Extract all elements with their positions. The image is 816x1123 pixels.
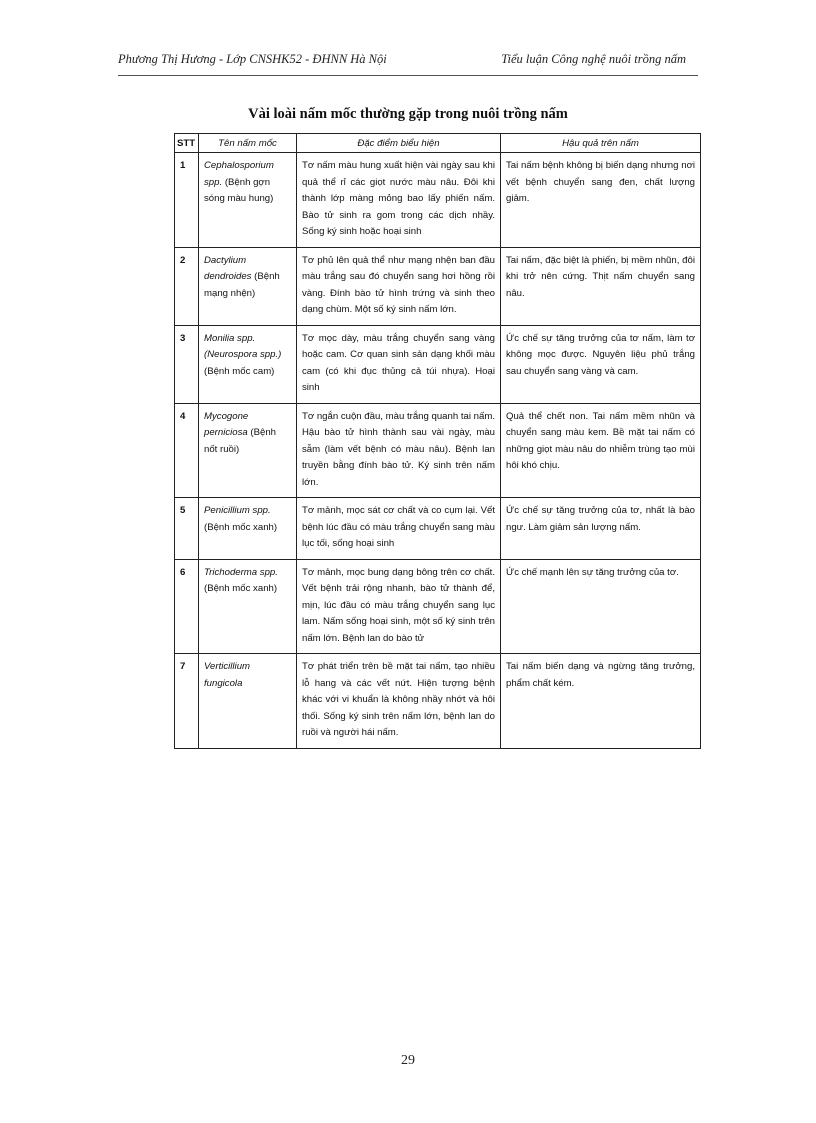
scientific-name: Verticillium fungicola — [204, 661, 251, 689]
scientific-name: Mycogone perniciosa — [204, 410, 249, 438]
common-name: (Bệnh gợn sóng màu hung) — [204, 176, 274, 204]
row-name — [199, 559, 297, 654]
table-header-row — [175, 134, 701, 153]
row-effects: Tai nấm bệnh không bị biến dạng nhưng nơi vết bệnh chuyển sang đen, chất lượng giảm. — [501, 153, 701, 248]
common-name: (Bệnh mốc cam) — [204, 365, 275, 377]
row-name — [199, 654, 297, 749]
row-effects: Quả thể chết non. Tai nấm mềm nhũn và chuyển sang màu kem. Bề mặt tai nấm có những giọt màu nâu do nhiễm trùng tạo mùi hôi khó chịu. — [501, 403, 701, 498]
page-number: 29 — [401, 1053, 415, 1068]
scientific-name: Dactylium dendroides — [204, 254, 252, 282]
row-features: Tơ mảnh, mọc sát cơ chất và co cụm lại. Vết bệnh lúc đầu có màu trắng chuyển sang màu lục tối, sống hoại sinh — [297, 498, 501, 560]
page-header — [118, 50, 698, 76]
common-name: (Bệnh mốc xanh) — [204, 583, 278, 594]
header-title: Tiểu luận Công nghệ nuôi trồng nấm — [501, 52, 686, 66]
table-row — [175, 153, 701, 248]
row-name — [199, 403, 297, 498]
row-name — [199, 153, 297, 248]
common-name: (Bệnh mạng nhện) — [204, 271, 280, 299]
scientific-name: Penicillium spp. — [204, 505, 271, 516]
row-stt: 2 — [175, 247, 199, 325]
table-row — [175, 247, 701, 325]
common-name: (Bệnh mốc xanh) — [204, 521, 278, 533]
scientific-name: Cephalosporium spp. — [204, 160, 274, 188]
row-name — [199, 325, 297, 403]
row-stt: 3 — [175, 325, 199, 403]
row-effects: Ức chế sự tăng trưởng của tơ nấm, làm tơ không mọc được. Nguyên liệu phủ trắng sau chuyển sang vàng và cam. — [501, 325, 701, 403]
row-stt: 7 — [175, 654, 199, 749]
row-stt: 5 — [175, 498, 199, 560]
table-row — [175, 654, 701, 749]
row-effects: Tai nấm, đặc biệt là phiến, bị mềm nhũn, đôi khi trở nên cứng. Thịt nấm chuyển sang nâu. — [501, 247, 701, 325]
mold-table — [174, 133, 701, 749]
row-name — [199, 247, 297, 325]
row-stt: 4 — [175, 403, 199, 498]
table-row — [175, 498, 701, 560]
row-stt: 1 — [175, 153, 199, 248]
column-header-effects: Hậu quả trên nấm — [501, 134, 701, 153]
row-features: Tơ ngắn cuộn đầu, màu trắng quanh tai nấm. Hậu bào tử hình thành sau vài ngày, màu sẫm (làm vết bệnh có màu nâu). Bệnh lan truyền bằng đính bào tử. Ký sinh trên nấm lớn. — [297, 403, 501, 498]
row-features: Tơ mọc dày, màu trắng chuyển sang vàng hoặc cam. Cơ quan sinh sản dạng khối màu cam (có khi đục thủng cả túi nhựa). Hoại sinh — [297, 325, 501, 403]
row-features: Tơ nấm màu hung xuất hiện vài ngày sau khi quả thể rỉ các giọt nước màu nâu. Đôi khi thành lớp màng mỏng bao lấy phiến nấm. Bào tử sinh ra gom trong các dịch nhầy. Sống ký sinh hoặc hoại sinh — [297, 153, 501, 248]
scientific-name: Monilia spp. (Neurospora spp.) — [204, 332, 282, 360]
column-header-stt: STT — [175, 134, 199, 153]
header-author: Phương Thị Hương - Lớp CNSHK52 - ĐHNN Hà Nội — [118, 52, 387, 66]
column-header-features: Đặc điểm biểu hiện — [297, 134, 501, 153]
row-name — [199, 498, 297, 560]
table-row — [175, 325, 701, 403]
scientific-name: Trichoderma spp. — [204, 566, 278, 578]
row-features: Tơ mảnh, mọc bung dạng bông trên cơ chất. Vết bệnh trải rộng nhanh, bào tử thành để, mịn, lúc đầu có màu trắng chuyển sang lục lam. Nấm sống hoại sinh, một số ký sinh trên nấm lớn. Bệnh lan do bào tử — [297, 559, 501, 654]
common-name: (Bệnh nốt ruồi) — [204, 427, 277, 455]
row-effects: Ức chế sự tăng trưởng của tơ, nhất là bào ngư. Làm giảm sản lượng nấm. — [501, 498, 701, 560]
header-rule — [118, 75, 698, 76]
page-title: Vài loài nấm mốc thường gặp trong nuôi trồng nấm — [248, 106, 568, 122]
table-row — [175, 403, 701, 498]
table-row — [175, 559, 701, 654]
row-stt: 6 — [175, 559, 199, 654]
row-features: Tơ phủ lên quả thể như mạng nhện ban đầu màu trắng sau đó chuyển sang hơi hồng rồi vàng. Đính bào tử hình trứng và sinh theo dạng chùm. Một số ký sinh nấm lớn. — [297, 247, 501, 325]
row-effects: Tai nấm biến dạng và ngừng tăng trưởng, phẩm chất kém. — [501, 654, 701, 749]
row-effects: Ức chế mạnh lên sự tăng trưởng của tơ. — [501, 559, 701, 654]
column-header-name: Tên nấm mốc — [199, 134, 297, 153]
row-features: Tơ phát triển trên bề mặt tai nấm, tạo nhiều lỗ hang và các vết nứt. Hiện tượng bệnh khác với vi khuẩn là không nhầy nhớt và hôi thối. Sống ký sinh trên nấm lớn, bệnh lan do ruồi và người hái nấm. — [297, 654, 501, 749]
